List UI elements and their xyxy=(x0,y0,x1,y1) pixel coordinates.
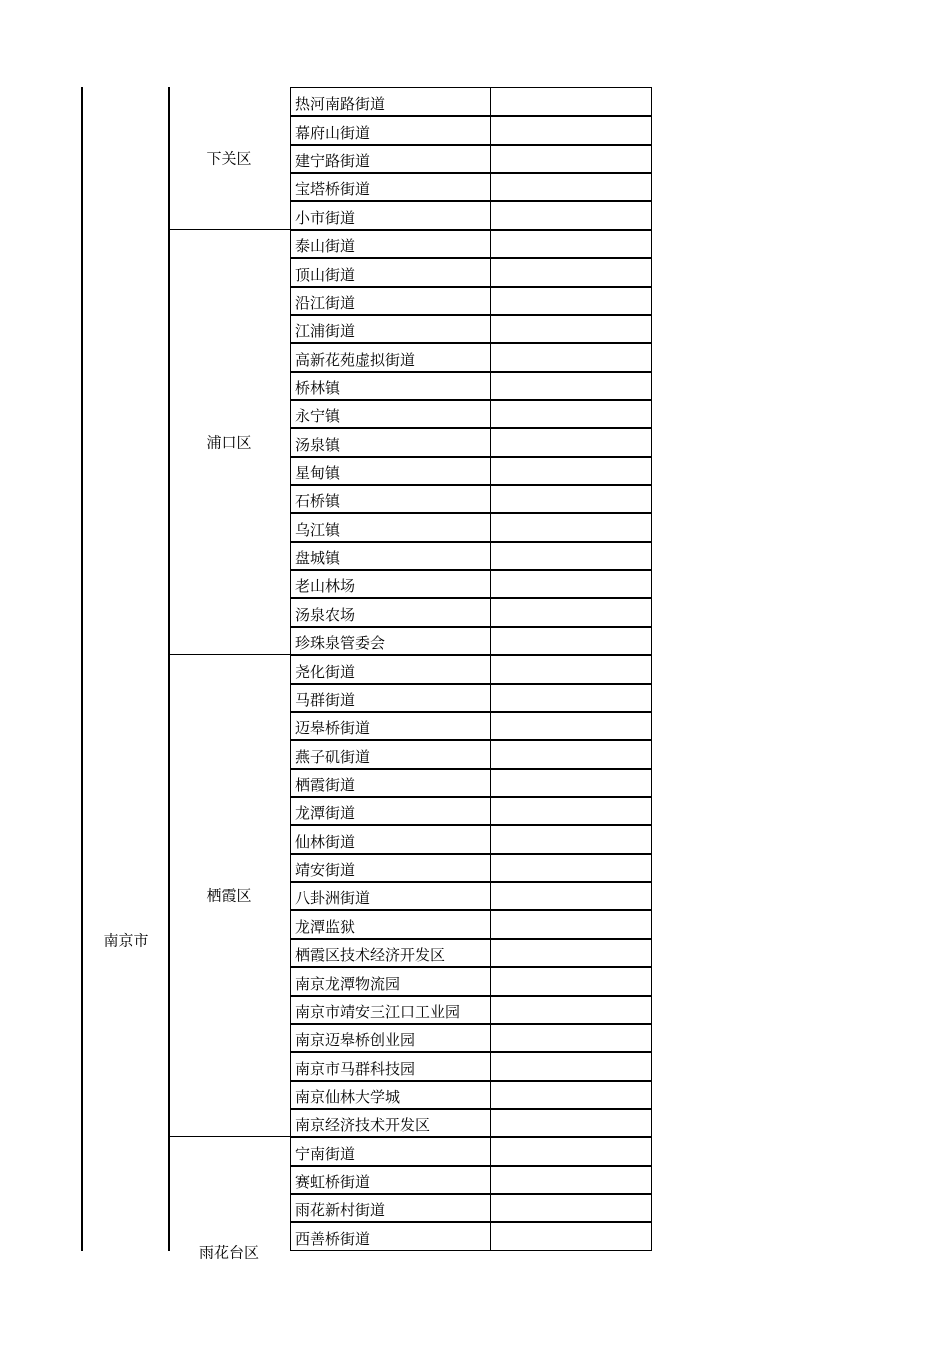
table-row xyxy=(290,739,652,767)
table-row xyxy=(290,200,652,228)
value-cell[interactable] xyxy=(491,541,652,569)
street-name-cell: 宁南街道 xyxy=(290,1136,491,1164)
table-row xyxy=(290,427,652,455)
value-cell[interactable] xyxy=(491,569,652,597)
street-name-cell: 南京经济技术开发区 xyxy=(290,1108,491,1136)
table-row xyxy=(290,1051,652,1079)
value-cell[interactable] xyxy=(491,427,652,455)
table-row xyxy=(290,371,652,399)
district-name-cell: 栖霞区 xyxy=(206,886,252,905)
street-name-cell: 雨花新村街道 xyxy=(290,1193,491,1221)
table-row xyxy=(290,1080,652,1108)
value-cell[interactable] xyxy=(491,200,652,228)
street-name-cell: 八卦洲街道 xyxy=(290,881,491,909)
value-cell[interactable] xyxy=(491,399,652,427)
street-name-cell: 南京市马群科技园 xyxy=(290,1051,491,1079)
table-row xyxy=(290,938,652,966)
value-cell[interactable] xyxy=(491,456,652,484)
value-cell[interactable] xyxy=(491,115,652,143)
value-cell[interactable] xyxy=(491,371,652,399)
street-name-cell: 迈皋桥街道 xyxy=(290,711,491,739)
table-row xyxy=(290,711,652,739)
value-cell[interactable] xyxy=(491,1051,652,1079)
value-cell[interactable] xyxy=(491,995,652,1023)
value-cell[interactable] xyxy=(491,881,652,909)
street-name-cell: 热河南路街道 xyxy=(290,87,491,115)
value-cell[interactable] xyxy=(491,1136,652,1164)
table-row xyxy=(290,824,652,852)
value-cell[interactable] xyxy=(491,87,652,115)
value-cell[interactable] xyxy=(491,824,652,852)
table-row xyxy=(290,995,652,1023)
district-separator xyxy=(168,1136,290,1137)
value-cell[interactable] xyxy=(491,853,652,881)
table-row xyxy=(290,1221,652,1249)
street-name-cell: 珍珠泉管委会 xyxy=(290,626,491,654)
table-row xyxy=(290,1136,652,1164)
district-name-cell: 浦口区 xyxy=(206,433,252,451)
table-row xyxy=(290,257,652,285)
district-column-border xyxy=(168,87,170,1251)
value-cell[interactable] xyxy=(491,711,652,739)
street-name-cell: 南京市靖安三江口工业园 xyxy=(290,995,491,1023)
street-name-cell: 汤泉农场 xyxy=(290,597,491,625)
street-name-cell: 建宁路街道 xyxy=(290,144,491,172)
table-row xyxy=(290,115,652,143)
value-cell[interactable] xyxy=(491,909,652,937)
street-name-cell: 沿江街道 xyxy=(290,286,491,314)
value-cell[interactable] xyxy=(491,484,652,512)
street-name-cell: 宝塔桥街道 xyxy=(290,172,491,200)
district-name-cell: 雨花台区 xyxy=(198,1243,260,1262)
table-row xyxy=(290,853,652,881)
value-cell[interactable] xyxy=(491,1165,652,1193)
street-name-cell: 靖安街道 xyxy=(290,853,491,881)
value-cell[interactable] xyxy=(491,286,652,314)
street-name-cell: 栖霞街道 xyxy=(290,768,491,796)
street-name-cell: 南京仙林大学城 xyxy=(290,1080,491,1108)
value-cell[interactable] xyxy=(491,1193,652,1221)
table-row xyxy=(290,1165,652,1193)
table-row xyxy=(290,456,652,484)
table-row xyxy=(290,144,652,172)
value-cell[interactable] xyxy=(491,144,652,172)
table-row xyxy=(290,399,652,427)
value-cell[interactable] xyxy=(491,796,652,824)
value-cell[interactable] xyxy=(491,229,652,257)
street-name-cell: 汤泉镇 xyxy=(290,427,491,455)
table-row xyxy=(290,314,652,342)
value-cell[interactable] xyxy=(491,626,652,654)
table-bottom-border xyxy=(290,1250,652,1251)
street-name-cell: 仙林街道 xyxy=(290,824,491,852)
street-name-cell: 南京龙潭物流园 xyxy=(290,966,491,994)
table-row xyxy=(290,1193,652,1221)
street-name-cell: 尧化街道 xyxy=(290,654,491,682)
value-cell[interactable] xyxy=(491,1221,652,1249)
street-name-cell: 江浦街道 xyxy=(290,314,491,342)
table-row xyxy=(290,626,652,654)
district-separator xyxy=(168,229,290,230)
table-row xyxy=(290,909,652,937)
district-separator xyxy=(168,654,290,655)
street-name-cell: 赛虹桥街道 xyxy=(290,1165,491,1193)
street-name-cell: 石桥镇 xyxy=(290,484,491,512)
street-name-cell: 南京迈皋桥创业园 xyxy=(290,1023,491,1051)
street-name-cell: 幕府山街道 xyxy=(290,115,491,143)
table-row xyxy=(290,512,652,540)
street-name-cell: 小市街道 xyxy=(290,200,491,228)
street-name-cell: 桥林镇 xyxy=(290,371,491,399)
value-cell[interactable] xyxy=(491,342,652,370)
table-row xyxy=(290,541,652,569)
value-cell[interactable] xyxy=(491,654,652,682)
street-name-cell: 泰山街道 xyxy=(290,229,491,257)
table-row xyxy=(290,597,652,625)
table-row xyxy=(290,683,652,711)
value-cell[interactable] xyxy=(491,172,652,200)
street-name-cell: 栖霞区技术经济开发区 xyxy=(290,938,491,966)
table-row xyxy=(290,484,652,512)
street-name-cell: 龙潭监狱 xyxy=(290,909,491,937)
value-cell[interactable] xyxy=(491,966,652,994)
table-row xyxy=(290,229,652,257)
value-cell[interactable] xyxy=(491,768,652,796)
value-cell[interactable] xyxy=(491,938,652,966)
street-name-cell: 西善桥街道 xyxy=(290,1221,491,1249)
value-cell[interactable] xyxy=(491,512,652,540)
value-cell[interactable] xyxy=(491,1080,652,1108)
table-row xyxy=(290,654,652,682)
street-name-cell: 龙潭街道 xyxy=(290,796,491,824)
table-row xyxy=(290,966,652,994)
city-column-border xyxy=(81,87,83,1251)
street-name-cell: 星甸镇 xyxy=(290,456,491,484)
street-name-cell: 燕子矶街道 xyxy=(290,739,491,767)
table-row xyxy=(290,342,652,370)
value-cell[interactable] xyxy=(491,739,652,767)
table-row xyxy=(290,172,652,200)
street-name-cell: 高新花苑虚拟街道 xyxy=(290,342,491,370)
street-name-cell: 盘城镇 xyxy=(290,541,491,569)
table-row xyxy=(290,87,652,115)
street-name-cell: 马群街道 xyxy=(290,683,491,711)
district-name-cell: 下关区 xyxy=(206,149,252,168)
value-cell[interactable] xyxy=(491,314,652,342)
value-cell[interactable] xyxy=(491,597,652,625)
table-row xyxy=(290,569,652,597)
table-row xyxy=(290,796,652,824)
value-cell[interactable] xyxy=(491,1108,652,1136)
street-name-cell: 乌江镇 xyxy=(290,512,491,540)
table-row xyxy=(290,768,652,796)
table-row xyxy=(290,1023,652,1051)
street-name-cell: 永宁镇 xyxy=(290,399,491,427)
street-name-cell: 老山林场 xyxy=(290,569,491,597)
value-cell[interactable] xyxy=(491,1023,652,1051)
table-row xyxy=(290,286,652,314)
table-row xyxy=(290,881,652,909)
city-name-cell: 南京市 xyxy=(103,931,149,950)
value-cell[interactable] xyxy=(491,683,652,711)
street-name-cell: 顶山街道 xyxy=(290,257,491,285)
table-row xyxy=(290,1108,652,1136)
value-cell[interactable] xyxy=(491,257,652,285)
